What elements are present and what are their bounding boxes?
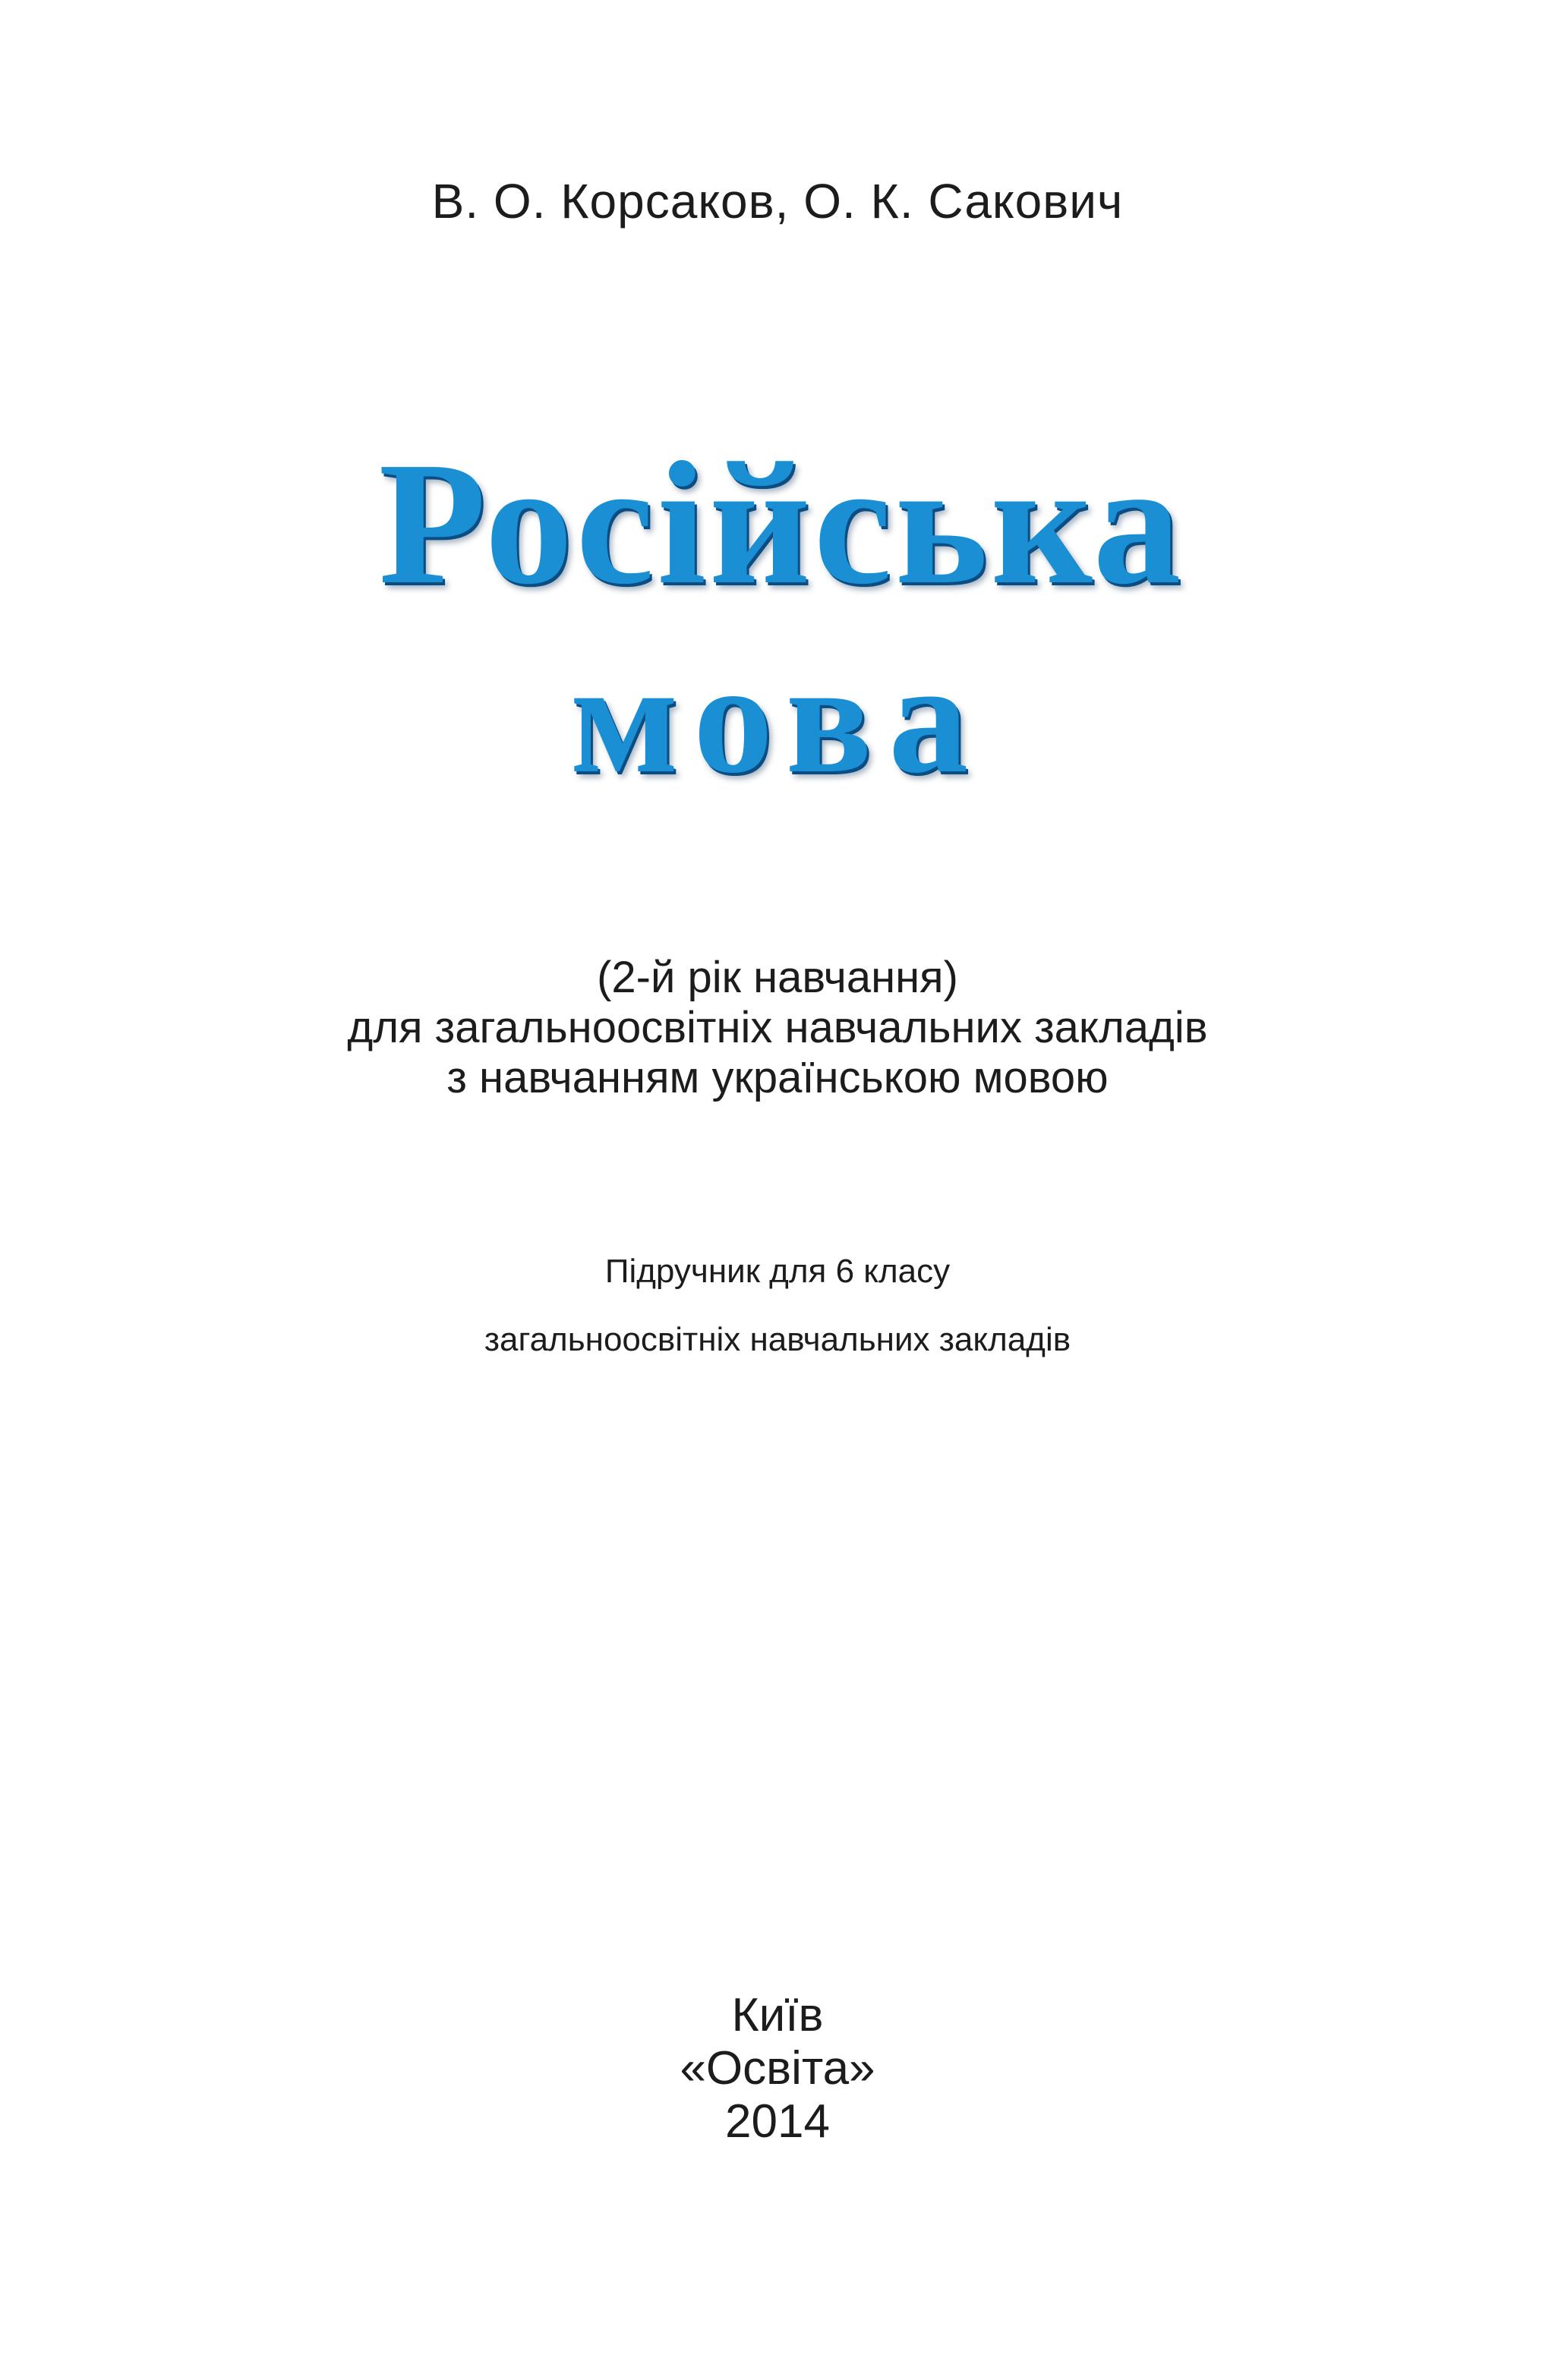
edition-note: [0, 1237, 1555, 1374]
book-title: [0, 425, 1555, 809]
imprint-city: Київ: [731, 1989, 824, 2041]
edition-institutions: загальноосвітніх навчальних закладів: [484, 1321, 1071, 1358]
subtitle-year-of-study: (2-й рік навчання): [597, 953, 958, 1002]
edition-grade: Підручник для 6 класу: [604, 1253, 951, 1290]
book-title-line1: Російська: [378, 426, 1184, 621]
subtitle-institutions: для загальноосвітніх навчальних закладів: [347, 1003, 1208, 1052]
authors-line: В. О. Корсаков, О. К. Сакович: [431, 174, 1124, 229]
book-title-line2: мова: [569, 630, 986, 806]
book-subtitle: [0, 953, 1555, 1103]
imprint-year: 2014: [725, 2095, 830, 2148]
subtitle-language: з навчанням українською мовою: [446, 1053, 1109, 1102]
imprint: [0, 1989, 1555, 2148]
imprint-publisher: «Освіта»: [680, 2042, 875, 2095]
